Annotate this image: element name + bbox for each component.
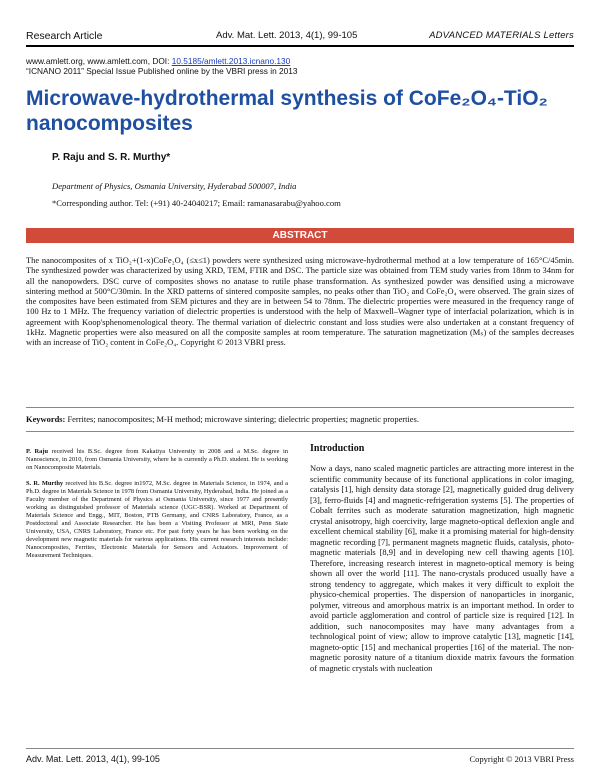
header-rule — [26, 45, 574, 47]
intro-heading: Introduction — [310, 443, 365, 454]
abstract-text: The nanocomposites of x TiO₂+(1-x)CoFe₂O₄ (≤x≤1) powders were synthesized using microwave-hydrothermal method at a low temperature of 165°C/45min. The synthesized powder was characterized by using XRD, TEM, FTIR and DSC. The particle size was obtained from TEM study varies from 18nm to 34nm for all the nanopowders. DSC curve of composites shows no anatase to rutile phase transformation. As synthesized powder was densified using a microwave sintering method at 500°C/30min. In the XRD patterns of sintered composite samples, no peaks other than TiO₂ and CoFe₂O₄ were observed. The grain sizes of the composites have been estimated from SEM pictures and they are in between 54 to 78nm. The dielectric properties were measured in the frequency range of 100 Hz to 1 MHz. The frequency variation of dielectric properties is understood with the help of Maxwell–Wagner type of interfacial polarization, which is in agreement with Koop'sphenomenological theory. The thermal variation of dielectric constant and loss studies were also undertaken at a constant frequency of 1kHz. Magnetic properties were also measured on all the composite samples at room temperature. The saturation magnetization (Mₛ) of the samples decreases with an increase of TiO₂ content in CoFe₂O₄. Copyright © 2013 VBRI press. — [26, 255, 574, 348]
bio1-text: received his B.Sc. degree from Kakatiya University in 2008 and a M.Sc. degree in Nanoscience, in 2010, from Osmania University, where he is currently a Ph.D. student. He is working on Nanocomposite Materials. — [26, 448, 288, 471]
keywords-top-rule — [26, 407, 574, 408]
doi-link[interactable]: 10.5185/amlett.2013.icnano.130 — [171, 56, 291, 66]
section-label: Research Article — [26, 30, 103, 42]
keywords — [26, 414, 574, 424]
running-header — [26, 30, 574, 44]
footer-rule — [26, 748, 574, 749]
article-title: Microwave-hydrothermal synthesis of CoFe₂O₄-TiO₂ nanocomposites — [26, 87, 548, 135]
keywords-label: Keywords: — [26, 414, 66, 424]
intro-text: Now a days, nano scaled magnetic particles are attracting more interest in the scientific community because of its functional applications in color imaging, catalysis [1], high density data storage [2], magnetically guided drug delivery [3], ferro-fluids [4] and magnetic-refrigeration systems [5]. The properties of Cobalt ferrites such as moderate saturation magnetization, high magnetic crystal anisotropy, high coercivity, large magneto-optical deflexion angle and excellent chemical stability [6], make it a promising material for high-density magnetic recording [7], permanent magnets magnetic fluids, catalysis, photo- magnetic materials [8,9] and in developing new cell thawing agents [10]. Therefore, increasing research interest in magneto-optical memory is being shown all over the world [11]. The nano-crystals produced usually have a strong tendency to aggregate, which makes it very difficult to exploit the physico-chemical properties. The dispersion of nanoparticles in inorganic, polymer, vitreous and amorphous matrix is an important method. In order to avoid particle agglomeration and control of particle size is required [12]. In addition, such nanocomposites may have many advantages from a technological point of view; allow to improve catalytic [13], magnetic [14], magneto-optic [15] and mechanical properties [16] of the material. The non-magnetic porosity nature of a titanium dioxide matrix favours the formation of magnetic crystals with nucleation — [310, 463, 574, 673]
bio2-text: received his B.Sc. degree in1972, M.Sc. degree in Materials Science, in 1974, and a Ph.D. degree in Materials Science in 1978 from Osmania University, Hyderabad, India. He joined as a Faculty member of the Department of Physics at Osmania University, since 1977 and presently working as distinguished professor of Materials science (UGC-BSR). Worked at Department of Materials Science and Engg., MIT, Boston, PTB Germany, and CNRS Laboratory, France, as a Postdoctoral and Associate Researcher. He has been a Visiting Professor at MRI, Penn State University, USA, CNRS Laboratory, France etc. For past forty years he has been working on the development new magnetic materials for various applications. His current research interests include: Nanocomposites, Ferrites, Electronic Materials for Sensors and Actuators. Improvement of Measurement Techniques. — [26, 480, 288, 559]
footer-copyright: Copyright © 2013 VBRI Press — [469, 754, 574, 764]
authors: P. Raju and S. R. Murthy* — [52, 152, 171, 163]
special-issue-note: “ICNANO 2011” Special Issue Published online by the VBRI press in 2013 — [26, 66, 298, 76]
affiliation: Department of Physics, Osmania University, Hyderabad 500007, India — [52, 181, 297, 191]
author-bios — [26, 448, 288, 568]
keywords-bottom-rule — [26, 431, 574, 432]
header-citation: Adv. Mat. Lett. 2013, 4(1), 99-105 — [216, 30, 358, 41]
keywords-list: Ferrites; nanocomposites; M-H method; microwave sintering; dielectric properties; magnetic properties. — [65, 414, 419, 424]
abstract-heading: ABSTRACT — [26, 228, 574, 243]
bio-murthy — [26, 480, 288, 560]
footer-citation: Adv. Mat. Lett. 2013, 4(1), 99-105 — [26, 754, 160, 764]
corresponding-author: *Corresponding author. Tel: (+91) 40-24040217; Email: ramanasarabu@yahoo.com — [52, 198, 341, 208]
meta-prefix: www.amlett.org, www.amlett.com, DOI: — [26, 56, 172, 66]
bio2-name: S. R. Murthy — [26, 480, 64, 487]
bio1-name: P. Raju — [26, 448, 49, 455]
article-meta — [26, 56, 574, 76]
journal-name: ADVANCED MATERIALS Letters — [429, 30, 574, 41]
bio-raju — [26, 448, 288, 472]
